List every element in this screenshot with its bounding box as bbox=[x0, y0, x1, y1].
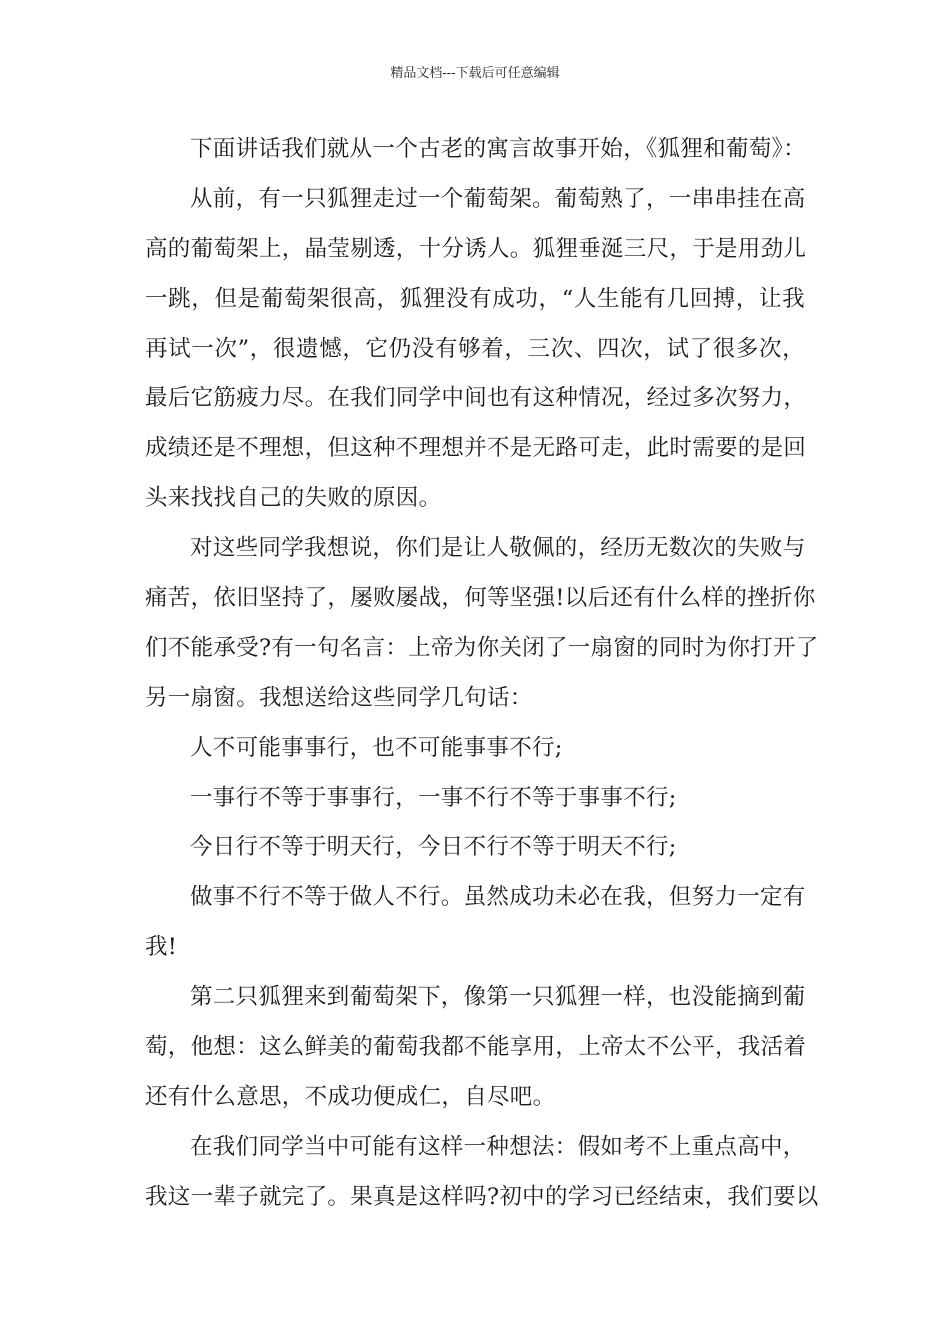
page-header: 精品文档---下载后可任意编辑 bbox=[390, 66, 560, 81]
paragraph-line: 我! bbox=[145, 934, 178, 961]
paragraph-line: 另一扇窗。我想送给这些同学几句话： bbox=[145, 684, 533, 711]
document-body bbox=[145, 126, 819, 1224]
paragraph-line: 从前，有一只狐狸走过一个葡萄架。葡萄熟了，一串串挂在高 bbox=[190, 185, 806, 212]
paragraph-line: 一跳，但是葡萄架很高，狐狸没有成功，“人生能有几回搏，让我 bbox=[145, 285, 805, 312]
paragraph-line: 对这些同学我想说，你们是让人敬佩的，经历无数次的失败与 bbox=[190, 535, 806, 562]
paragraph-line: 高的葡萄架上，晶莹剔透，十分诱人。狐狸垂涎三尺，于是用劲儿 bbox=[145, 235, 807, 262]
paragraph-line: 们不能承受?有一句名言：上帝为你关闭了一扇窗的同时为你打开了 bbox=[145, 634, 819, 661]
paragraph-line: 萄，他想：这么鲜美的葡萄我都不能享用，上帝太不公平，我活着 bbox=[145, 1034, 807, 1061]
paragraph-line: 今日行不等于明天行，今日不行不等于明天不行; bbox=[190, 834, 677, 861]
paragraph-line: 痛苦，依旧坚持了，屡败屡战，何等坚强!以后还有什么样的挫折你 bbox=[145, 585, 816, 612]
paragraph-line: 人不可能事事行，也不可能事事不行; bbox=[190, 734, 563, 761]
paragraph-line: 在我们同学当中可能有这样一种想法：假如考不上重点高中， bbox=[190, 1133, 806, 1160]
paragraph-line: 再试一次”，很遗憾，它仍没有够着，三次、四次，试了很多次， bbox=[145, 335, 805, 362]
paragraph-line: 我这一辈子就完了。果真是这样吗?初中的学习已经结束，我们要以 bbox=[145, 1183, 819, 1210]
paragraph-line: 头来找找自己的失败的原因。 bbox=[145, 485, 442, 512]
paragraph-line: 下面讲话我们就从一个古老的寓言故事开始，《狐狸和葡萄》： bbox=[190, 136, 806, 162]
paragraph-line: 还有什么意思，不成功便成仁，自尽吧。 bbox=[145, 1083, 556, 1110]
paragraph-line: 成绩还是不理想，但这种不理想并不是无路可走，此时需要的是回 bbox=[145, 435, 807, 462]
paragraph-line: 第二只狐狸来到葡萄架下，像第一只狐狸一样，也没能摘到葡 bbox=[190, 984, 806, 1011]
paragraph-line: 一事行不等于事事行，一事不行不等于事事不行; bbox=[190, 784, 677, 811]
paragraph-line: 最后它筋疲力尽。在我们同学中间也有这种情况，经过多次努力， bbox=[145, 385, 807, 412]
paragraph-line: 做事不行不等于做人不行。虽然成功未必在我，但努力一定有 bbox=[190, 884, 806, 911]
